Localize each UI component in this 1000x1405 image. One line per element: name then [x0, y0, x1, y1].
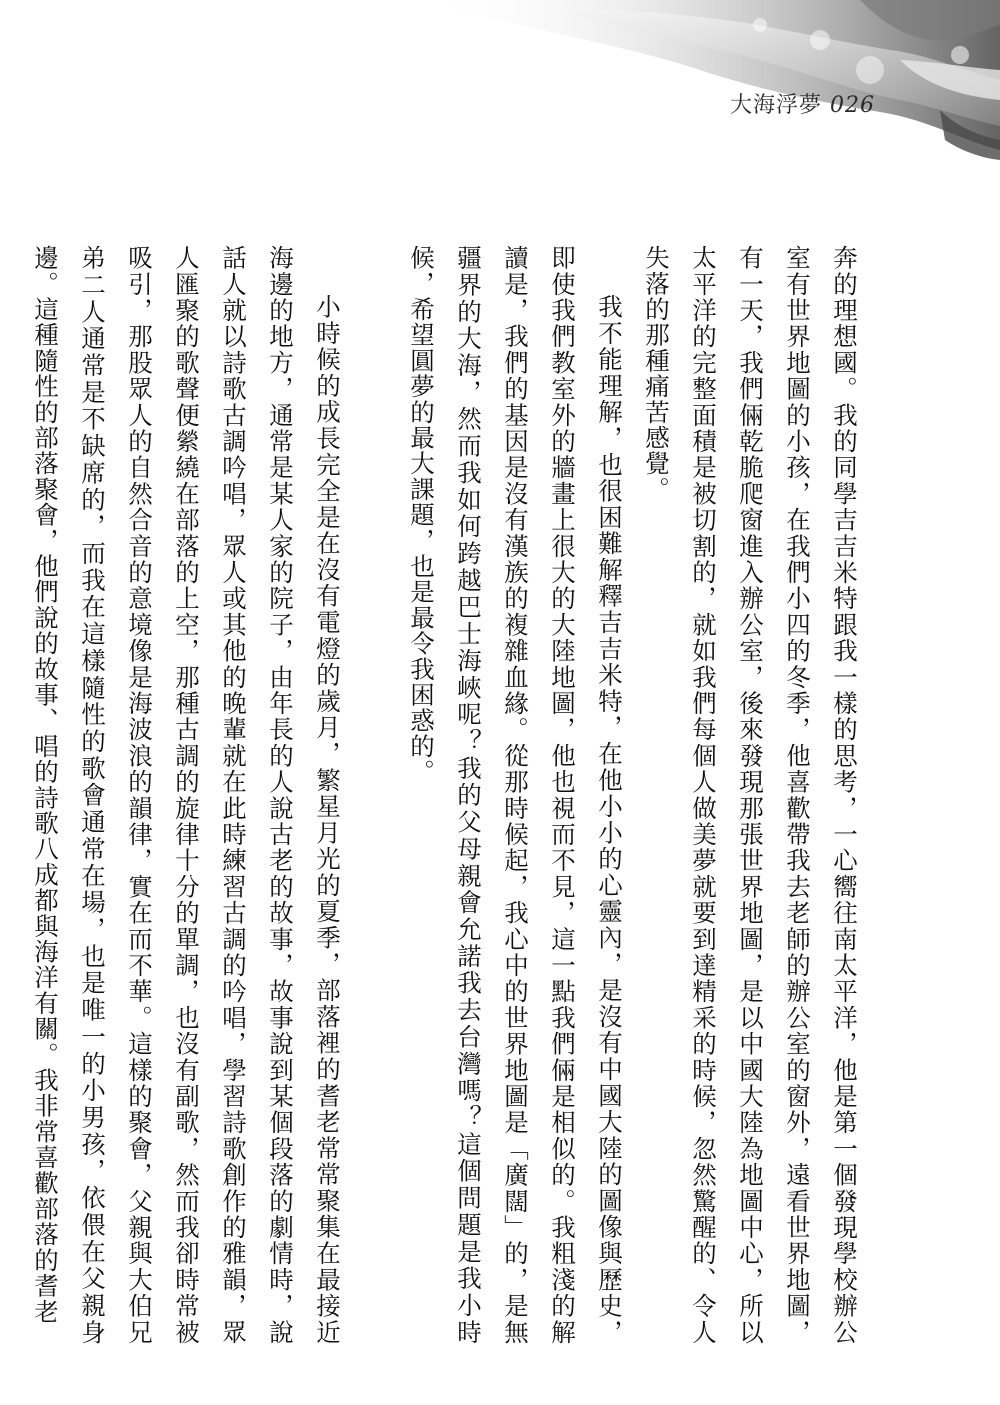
- running-header: [730, 88, 875, 119]
- ocean-wave-header-image: [0, 0, 1000, 160]
- book-title: 大海浮夢: [730, 93, 823, 118]
- paragraph: 奔的理想國。我的同學吉吉米特跟我一樣的思考，一心嚮往南太平洋，他是第一個發現學校辦公室有世界地圖的小孩，在我們小四的冬季，他喜歡帶我去老師的辦公室的窗外，遠看世界地圖，有一天，我們倆乾脆爬窗進入辦公室，後來發現那張世界地圖，是以中國大陸為地圖中心，所以太平洋的完整面積是被切割的，就如我們每個人做美夢就要到達精采的時候，忽然驚醒的、令人失落的那種痛苦感覺。: [642, 245, 859, 1345]
- paragraph: 小時候的成長完全是在沒有電燈的歲月，繁星月光的夏季，部落裡的耆老常常聚集在最接近海邊的地方，通常是某人家的院子，由年長的人說古老的故事，故事說到某個段落的劇情時，說話人就以詩歌古調吟唱，眾人或其他的晚輩就在此時練習古調的吟唱，學習詩歌創作的雅韻，眾人匯聚的歌聲便縈繞在部落的上空，那種古調的旋律十分的單調，也沒有副歌，然而我卻時常被吸引，那股眾人的自然合音的意境像是海波浪的韻律，實在而不華。這樣的聚會，父親與大伯兄弟二人通常是不缺席的，而我在這樣隨性的歌會通常在場，也是唯一的小男孩，依偎在父親身邊。這種隨性的部落聚會，他們說的故事、唱的詩歌八成都與海洋有關。我非常喜歡部落的耆老: [31, 245, 342, 1345]
- paragraph: 我不能理解，也很困難解釋吉吉米特，在他小小的心靈內，是沒有中國大陸的圖像與歷史，即使我們教室外的牆畫上很大的大陸地圖，他也視而不見，這一點我們倆是相似的。我粗淺的解讀是，我們的基因是沒有漢族的複雜血緣。從那時候起，我心中的世界地圖是「廣闊」的，是無疆界的大海，然而我如何跨越巴士海峽呢？我的父母親會允諾我去台灣嗎？這個問題是我小時候，希望圓夢的最大課題，也是最令我困惑的。: [407, 245, 624, 1345]
- body-text: [22, 245, 868, 1345]
- page-number: 026: [830, 93, 876, 118]
